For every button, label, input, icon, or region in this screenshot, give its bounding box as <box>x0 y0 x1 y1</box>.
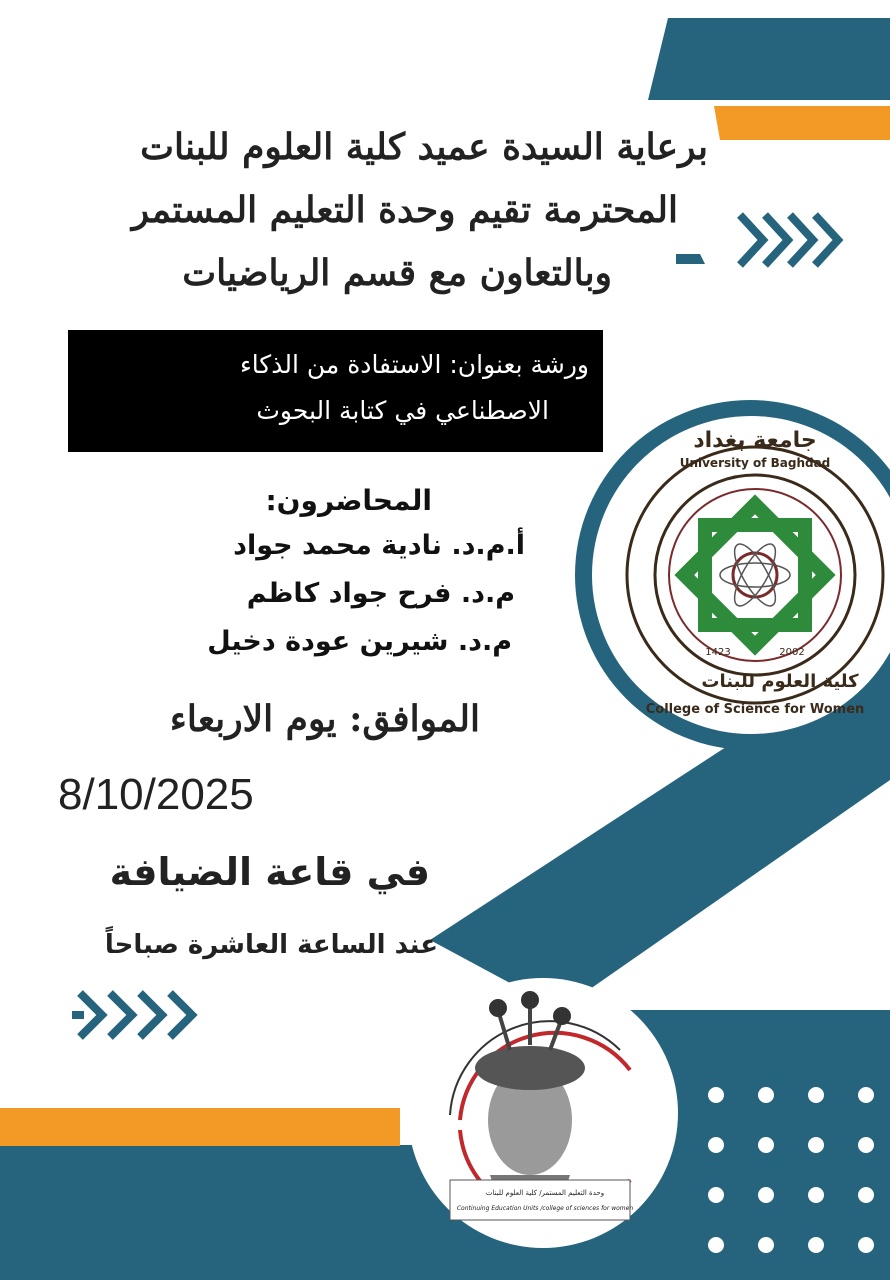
bottom-orange-band <box>0 1108 400 1146</box>
top-orange-band <box>714 106 890 140</box>
schedule-place: في قاعة الضيافة <box>109 850 430 894</box>
schedule-day: الموافق: يوم الاربعاء <box>169 698 480 740</box>
top-teal-band <box>648 18 890 100</box>
lecturers-heading: المحاضرون: <box>265 484 432 517</box>
sponsor-line-2: المحترمة تقيم وحدة التعليم المستمر <box>131 189 678 231</box>
schedule-date: 8/10/2025 <box>58 770 254 819</box>
logo-english-name: University of Baghdad <box>679 456 831 470</box>
workshop-title-box <box>68 330 603 452</box>
lecturer-name-3: م.د. شيرين عودة دخيل <box>207 626 512 657</box>
logo-arabic-name: جامعة بغداد <box>693 428 817 453</box>
university-of-baghdad-logo <box>620 425 890 725</box>
sponsor-line-3: وبالتعاون مع قسم الرياضيات <box>182 252 612 294</box>
continuing-education-unit-logo <box>420 990 670 1240</box>
chevron-arrows-icon <box>72 985 212 1045</box>
schedule-time: عند الساعة العاشرة صباحاً <box>104 930 438 960</box>
workshop-title-line-1: ورشة بعنوان: الاستفادة من الذكاء <box>239 350 589 379</box>
logo-year-left: 1423 <box>705 647 731 658</box>
logo-year-right: 2002 <box>779 647 805 658</box>
workshop-title-line-2: الاصطناعي في كتابة البحوث <box>256 396 549 425</box>
chevron-arrows-icon <box>735 205 845 275</box>
logo-college-english: College of Science for Women <box>645 702 865 717</box>
lecturer-name-1: أ.م.د. نادية محمد جواد <box>233 530 525 561</box>
dot-grid-icon <box>700 1085 880 1265</box>
sponsor-line-1: برعاية السيدة عميد كلية العلوم للبنات <box>140 126 708 168</box>
unit-logo-english: Continuing Education Units /college of sciences for women <box>456 1205 634 1212</box>
lecturer-name-2: م.د. فرح جواد كاظم <box>246 578 515 609</box>
unit-logo-arabic: وحدة التعليم المستمر/ كلية العلوم للبنات <box>485 1189 605 1197</box>
logo-college-arabic: كلية العلوم للبنات <box>701 671 859 692</box>
